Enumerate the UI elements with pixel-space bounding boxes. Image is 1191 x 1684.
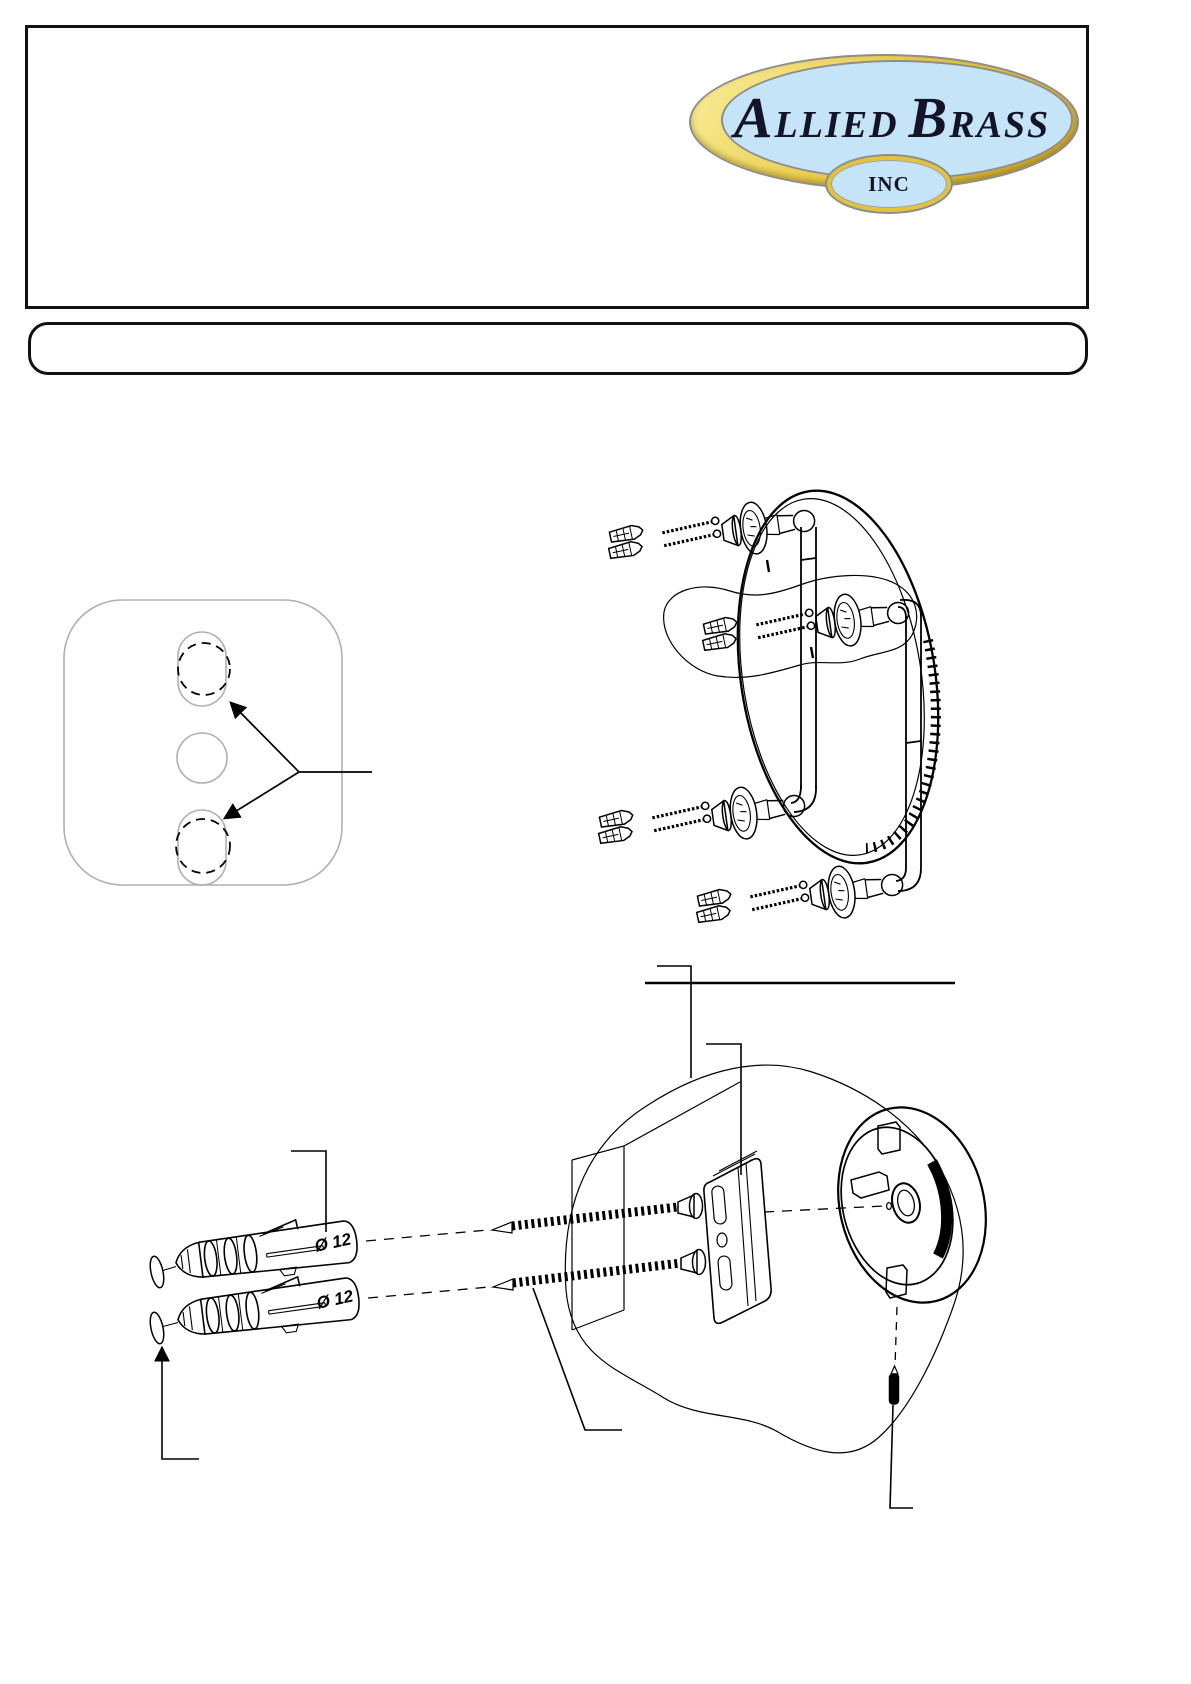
anchor-label-top: Ø 12 [312, 1229, 353, 1256]
detail-figure [148, 966, 1006, 1508]
anchor-cap-bottom [148, 1311, 166, 1345]
callout-screw [533, 1288, 622, 1430]
drill-hole-marks [176, 643, 230, 873]
logo-word-brass: RASS [949, 104, 1051, 146]
flange-hub [888, 1180, 924, 1225]
anchor-cap-top [148, 1255, 166, 1289]
flange [818, 1092, 1006, 1319]
hole-template-figure [64, 600, 372, 885]
callout-set-screw [890, 1405, 913, 1508]
callout-cap [162, 1348, 199, 1459]
mounting-set-4 [693, 858, 906, 938]
hub-pin [887, 1203, 892, 1210]
axis-dashed-bottom [368, 1287, 489, 1298]
logo-initial-b: B [908, 85, 950, 150]
hole-leader-arrows [225, 703, 372, 818]
drill-hole-top [178, 643, 230, 695]
center-dashed [764, 1206, 884, 1212]
rail-left [791, 527, 816, 812]
magnifier-balloon [565, 1065, 963, 1453]
logo-inc-text: INC [868, 171, 910, 196]
drill-hole-bottom [176, 819, 230, 873]
mounting-bracket [704, 1151, 771, 1323]
screw-top [492, 1194, 703, 1234]
center-hole [177, 733, 227, 783]
mounting-set-2 [699, 586, 912, 666]
screw-bottom [493, 1250, 706, 1291]
assembly-figure [595, 476, 963, 938]
logo-word-allied: LLIED [774, 104, 899, 146]
rail-right [896, 600, 921, 891]
wall-blob [664, 575, 917, 677]
logo-initial-a: A [733, 85, 775, 150]
flange-tab-left [851, 1172, 889, 1198]
tiny-set-screws [767, 560, 813, 658]
callout-lines [162, 966, 913, 1508]
anchor-label-bottom: Ø 12 [314, 1286, 355, 1313]
callout-bracket [706, 1044, 741, 1175]
axis-dashed-top [366, 1230, 488, 1241]
set-screw [890, 1366, 899, 1404]
mirror-edge-hatch [866, 640, 936, 848]
